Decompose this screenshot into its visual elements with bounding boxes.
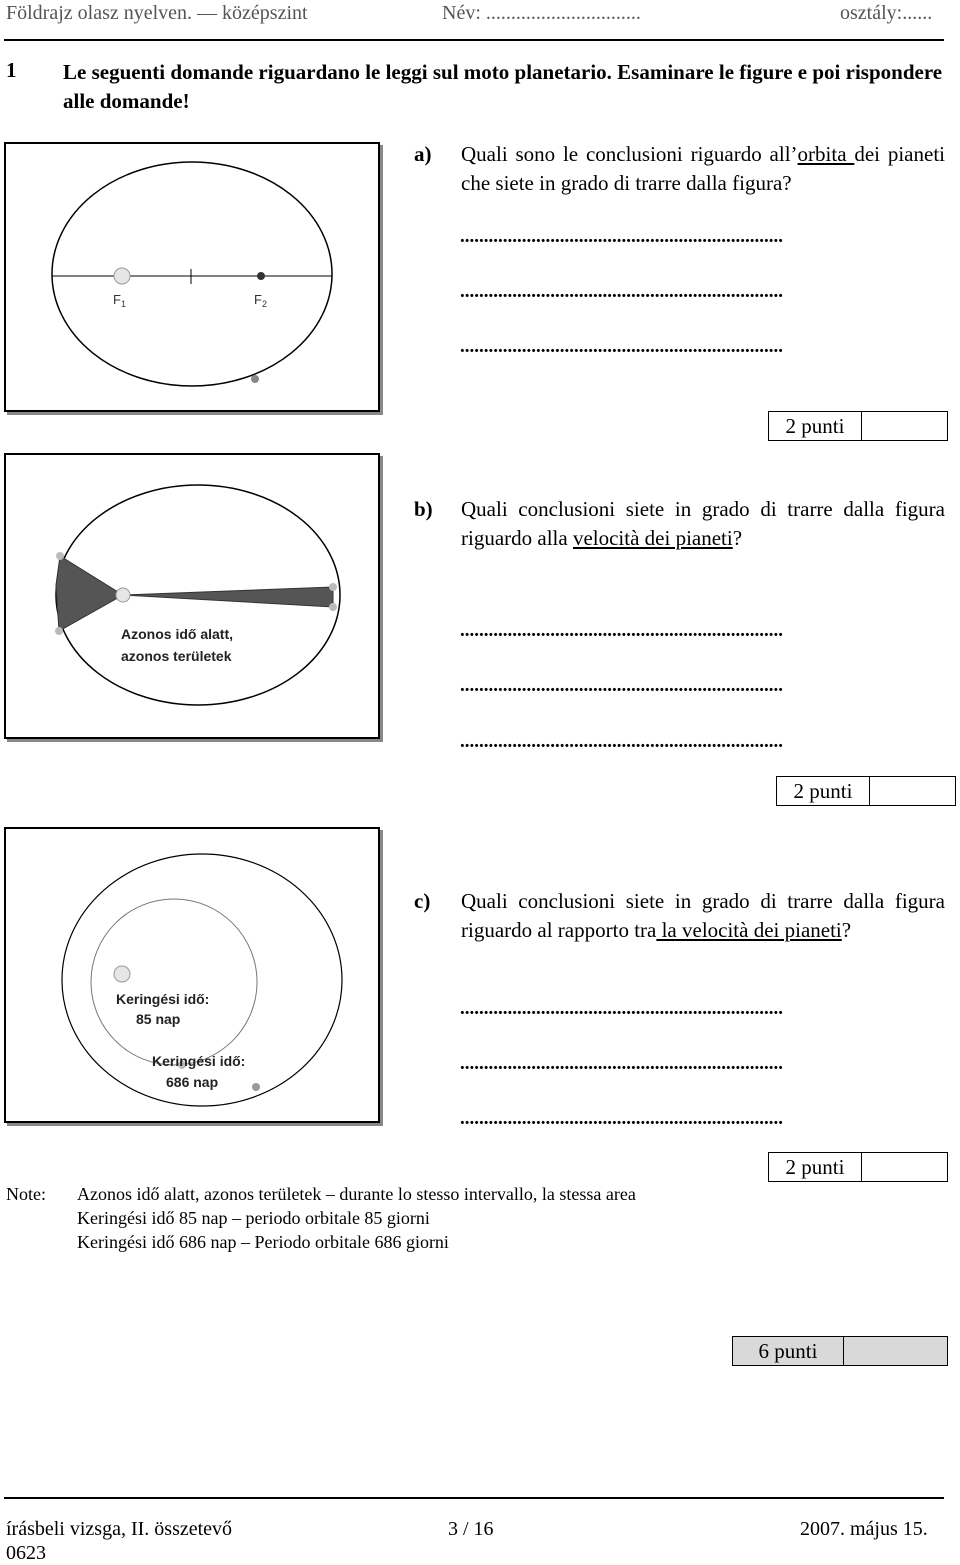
header-rule xyxy=(4,39,944,41)
sun-icon xyxy=(114,966,130,982)
answer-line-c3[interactable]: .................................................................... xyxy=(460,1108,783,1129)
total-points-score-field[interactable] xyxy=(844,1337,947,1365)
figure-orbit-ellipse xyxy=(4,142,380,412)
equal-areas-label-line2: azonos területek xyxy=(121,648,232,664)
focus1-label: F xyxy=(113,292,121,307)
points-label-b: 2 punti xyxy=(777,777,870,805)
answer-line-b3[interactable]: .................................................................... xyxy=(460,731,783,752)
points-label-a: 2 punti xyxy=(769,412,862,440)
note-body xyxy=(77,1182,777,1254)
page-header xyxy=(0,0,960,40)
svg-text:F2: $F_2$ xyxy=(254,292,267,309)
footer-exam: írásbeli vizsga, II. összetevő xyxy=(6,1518,233,1540)
note-line-2: Keringési idő 85 nap – periodo orbitale 85 giorni xyxy=(77,1208,430,1228)
note-line-1: Azonos idő alatt, azonos területek – durante lo stesso intervallo, la stessa area xyxy=(77,1184,636,1204)
question-c xyxy=(414,887,945,977)
sun-icon xyxy=(116,588,130,602)
answer-line-a3[interactable]: .................................................................... xyxy=(460,336,783,357)
footer-page-number: 3 / 16 xyxy=(448,1518,494,1540)
ellipse-diagram xyxy=(6,144,378,410)
focus2-label: F xyxy=(254,292,262,307)
question-b xyxy=(414,495,945,555)
orbital-periods-diagram xyxy=(6,829,378,1121)
note-label: Note: xyxy=(6,1184,46,1204)
task-intro: Le seguenti domande riguardano le leggi sul moto planetario. Esaminare le figure e poi rispondere alle domande! xyxy=(63,60,943,113)
note-line-3: Keringési idő 686 nap – Periodo orbitale 686 giorni xyxy=(77,1232,449,1252)
outer-period-label-line2: 686 nap xyxy=(166,1074,219,1090)
question-c-text: Quali conclusioni siete in grado di trarre dalla figura riguardo al rapporto tra la velocità dei pianeti? xyxy=(461,889,945,942)
inner-period-label-line2: 85 nap xyxy=(136,1011,181,1027)
answer-line-c1[interactable]: .................................................................... xyxy=(460,998,783,1019)
question-a xyxy=(414,140,945,200)
total-points-box xyxy=(732,1336,948,1366)
footer-date: 2007. május 15. xyxy=(800,1518,928,1540)
outer-period-label-line1: Keringési idő: xyxy=(152,1053,246,1069)
question-a-text: Quali sono le conclusioni riguardo all’orbita dei pianeti che siete in grado di trarre dalla figura? xyxy=(461,142,945,195)
equal-areas-diagram xyxy=(6,455,378,737)
points-score-field-a[interactable] xyxy=(862,412,947,440)
inner-period-label-line1: Keringési idő: xyxy=(116,991,210,1007)
equal-areas-label-line1: Azonos idő alatt, xyxy=(121,626,233,642)
points-score-field-b[interactable] xyxy=(870,777,955,805)
answer-line-a1[interactable]: .................................................................... xyxy=(460,226,783,247)
points-label-c: 2 punti xyxy=(769,1153,862,1181)
figure-orbital-periods xyxy=(4,827,380,1123)
answer-line-c2[interactable]: .................................................................... xyxy=(460,1053,783,1074)
footer-rule xyxy=(4,1497,944,1499)
question-b-label: b) xyxy=(414,497,433,521)
header-name-field: Név: ............................... xyxy=(442,2,641,24)
svg-text:F1: $F_1$ xyxy=(113,292,126,309)
footer-code: 0623 xyxy=(6,1542,46,1564)
answer-line-b2[interactable]: .................................................................... xyxy=(460,675,783,696)
question-c-label: c) xyxy=(414,889,431,913)
figure-equal-areas xyxy=(4,453,380,739)
header-subject: Földrajz olasz nyelven. — középszint xyxy=(6,2,308,24)
points-box-c xyxy=(768,1152,948,1182)
answer-line-b1[interactable]: .................................................................... xyxy=(460,620,783,641)
header-class-field: osztály:...... xyxy=(840,2,933,24)
answer-line-a2[interactable]: .................................................................... xyxy=(460,281,783,302)
question-b-text: Quali conclusioni siete in grado di trarre dalla figura riguardo alla velocità dei pianeti? xyxy=(461,497,945,550)
task-number: 1 xyxy=(6,58,17,82)
question-a-label: a) xyxy=(414,142,432,166)
points-box-b xyxy=(776,776,956,806)
sun-icon xyxy=(114,268,130,284)
points-score-field-c[interactable] xyxy=(862,1153,947,1181)
points-box-a xyxy=(768,411,948,441)
total-points-label: 6 punti xyxy=(733,1337,844,1365)
